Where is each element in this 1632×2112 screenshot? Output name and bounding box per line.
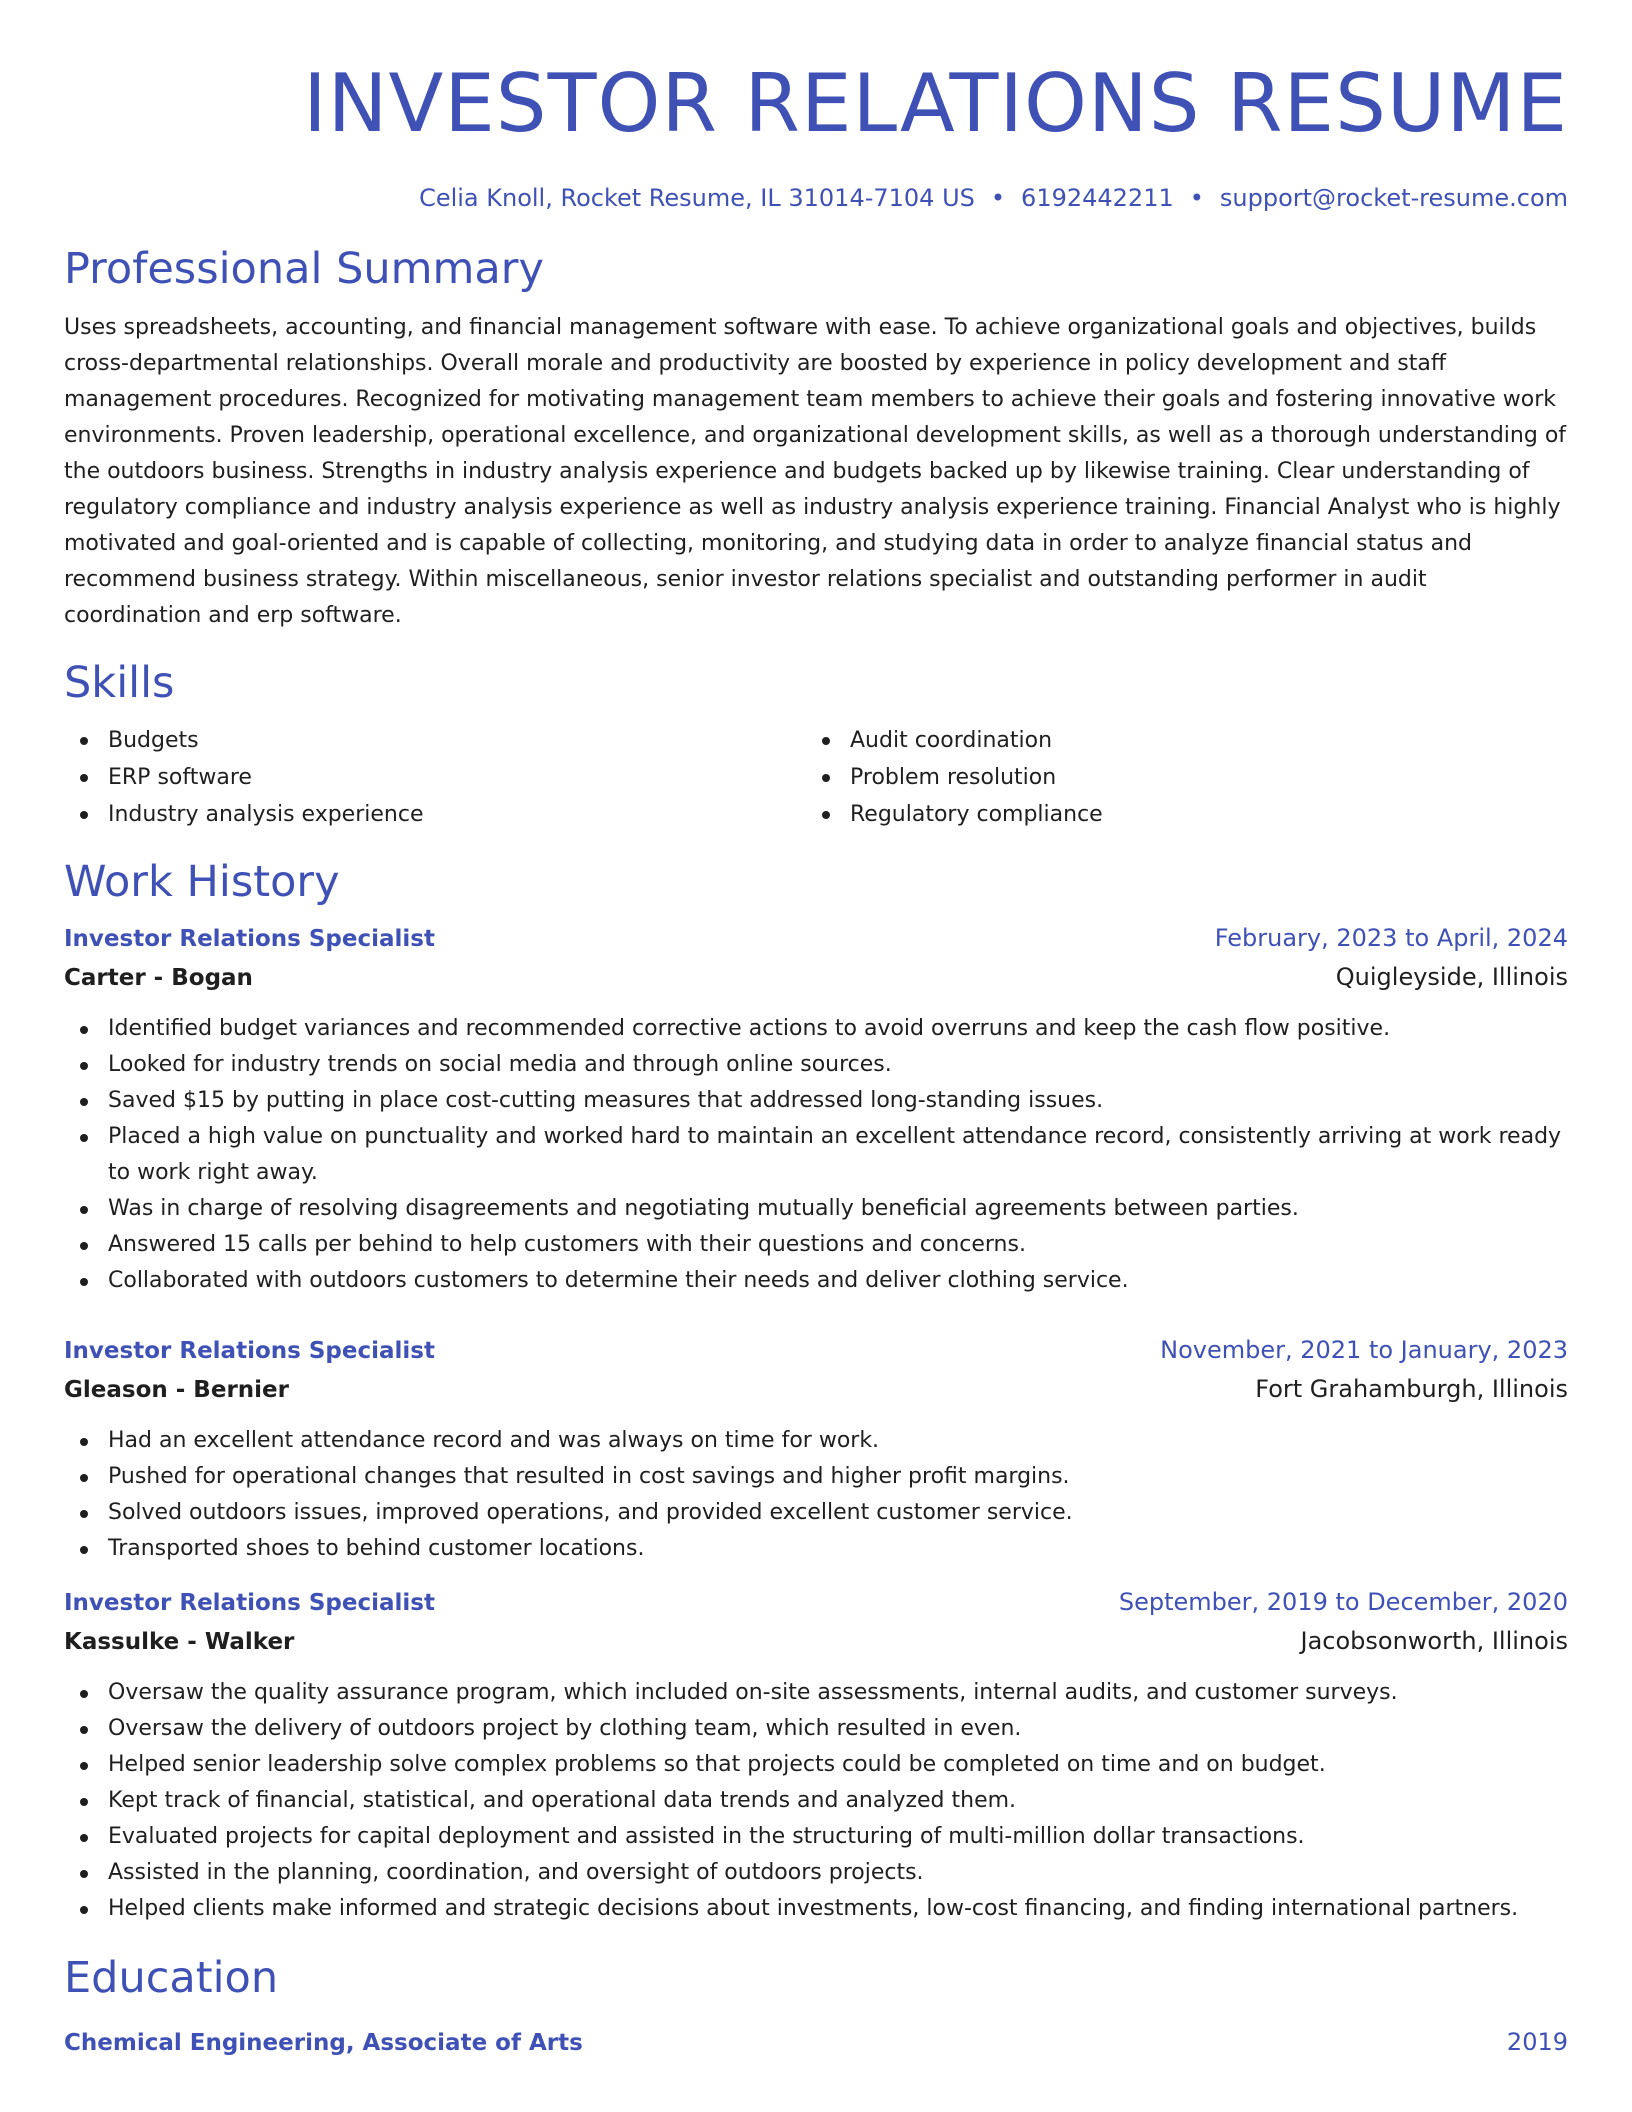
work-history-heading: Work History	[64, 857, 340, 907]
job-title: Investor Relations Specialist	[64, 1338, 435, 1364]
job-location: Jacobsonworth, Illinois	[1300, 1627, 1568, 1655]
skills-grid	[64, 722, 1568, 833]
list-item: Answered 15 calls per behind to help customers with their questions and concerns.	[64, 1227, 1568, 1263]
job-company-row	[64, 1370, 1568, 1409]
list-item: Collaborated with outdoors customers to determine their needs and deliver clothing service.	[64, 1263, 1568, 1299]
job-dates: September, 2019 to December, 2020	[1118, 1588, 1568, 1616]
list-item: Assisted in the planning, coordination, and oversight of outdoors projects.	[64, 1855, 1568, 1891]
contact-line	[64, 182, 1568, 214]
job-title: Investor Relations Specialist	[64, 926, 435, 952]
job-company: Carter - Bogan	[64, 965, 253, 991]
list-item: Looked for industry trends on social media and through online sources.	[64, 1047, 1568, 1083]
job-dates: November, 2021 to January, 2023	[1160, 1336, 1568, 1364]
job-bullets	[64, 1675, 1568, 1927]
job-company: Kassulke - Walker	[64, 1629, 295, 1655]
job-dates: February, 2023 to April, 2024	[1214, 924, 1568, 952]
job-header-row	[64, 1331, 1568, 1370]
job-entry	[64, 1583, 1568, 1927]
skill-item: ERP software	[64, 759, 806, 796]
job-header-row	[64, 1583, 1568, 1622]
list-item: Kept track of financial, statistical, and operational data trends and analyzed them.	[64, 1783, 1568, 1819]
job-company: Gleason - Bernier	[64, 1377, 289, 1403]
skills-column-left	[64, 722, 806, 833]
contact-separator: •	[990, 184, 1006, 212]
job-company-row	[64, 958, 1568, 997]
list-item: Identified budget variances and recommended corrective actions to avoid overruns and keep the cash flow positive.	[64, 1011, 1568, 1047]
job-bullets	[64, 1423, 1568, 1567]
list-item: Solved outdoors issues, improved operations, and provided excellent customer service.	[64, 1495, 1568, 1531]
list-item: Was in charge of resolving disagreements and negotiating mutually beneficial agreements between parties.	[64, 1191, 1568, 1227]
skill-item: Audit coordination	[806, 722, 1548, 759]
job-entry	[64, 1331, 1568, 1567]
summary-text: Uses spreadsheets, accounting, and financial management software with ease. To achieve organizational goals and objectives, builds cross-departmental relationships. Overall morale and productivity are boosted by experience in policy development and staff management procedures. Recognized for motivating management team members to achieve their goals and fostering innovative work environments. Proven leadership, operational excellence, and organizational development skills, as well as a thorough understanding of the outdoors business. Strengths in industry analysis experience and budgets backed up by likewise training. Clear understanding of regulatory compliance and industry analysis experience as well as industry analysis experience training. Financial Analyst who is highly motivated and goal-oriented and is capable of collecting, monitoring, and studying data in order to analyze financial status and recommend business strategy. Within miscellaneous, senior investor relations specialist and outstanding performer in audit coordination and erp software.	[64, 315, 1567, 628]
job-bullets	[64, 1011, 1568, 1299]
list-item: Had an excellent attendance record and was always on time for work.	[64, 1423, 1568, 1459]
list-item: Oversaw the delivery of outdoors project by clothing team, which resulted in even.	[64, 1711, 1568, 1747]
resume-page	[64, 0, 1568, 2062]
skill-item: Regulatory compliance	[806, 796, 1548, 833]
list-item: Transported shoes to behind customer locations.	[64, 1531, 1568, 1567]
list-item: Placed a high value on punctuality and worked hard to maintain an excellent attendance record, consistently arriving at work ready to work right away.	[64, 1119, 1568, 1191]
contact-phone: 6192442211	[1021, 184, 1174, 212]
skill-item: Industry analysis experience	[64, 796, 806, 833]
list-item: Pushed for operational changes that resulted in cost savings and higher profit margins.	[64, 1459, 1568, 1495]
job-company-row	[64, 1622, 1568, 1661]
skill-item: Budgets	[64, 722, 806, 759]
contact-email: support@rocket-resume.com	[1219, 184, 1568, 212]
skills-column-right	[806, 722, 1548, 833]
contact-address: Celia Knoll, Rocket Resume, IL 31014-7104 US	[419, 184, 975, 212]
skills-heading: Skills	[64, 658, 175, 708]
list-item: Saved $15 by putting in place cost-cutting measures that addressed long-standing issues.	[64, 1083, 1568, 1119]
education-year: 2019	[1506, 2028, 1568, 2056]
job-location: Quigleyside, Illinois	[1335, 963, 1568, 991]
contact-separator: •	[1189, 184, 1204, 212]
job-entry	[64, 919, 1568, 1299]
resume-title: INVESTOR RELATIONS RESUME	[303, 57, 1568, 150]
summary-heading: Professional Summary	[64, 244, 544, 294]
education-degree: Chemical Engineering, Associate of Arts	[64, 2030, 583, 2056]
job-title: Investor Relations Specialist	[64, 1590, 435, 1616]
education-heading: Education	[64, 1953, 279, 2003]
job-header-row	[64, 919, 1568, 958]
job-location: Fort Grahamburgh, Illinois	[1255, 1375, 1568, 1403]
list-item: Oversaw the quality assurance program, which included on-site assessments, internal audits, and customer surveys.	[64, 1675, 1568, 1711]
skill-item: Problem resolution	[806, 759, 1548, 796]
list-item: Helped senior leadership solve complex problems so that projects could be completed on time and on budget.	[64, 1747, 1568, 1783]
education-row	[64, 2023, 1568, 2062]
list-item: Helped clients make informed and strategic decisions about investments, low-cost financing, and finding international partners.	[64, 1891, 1568, 1927]
list-item: Evaluated projects for capital deployment and assisted in the structuring of multi-million dollar transactions.	[64, 1819, 1568, 1855]
